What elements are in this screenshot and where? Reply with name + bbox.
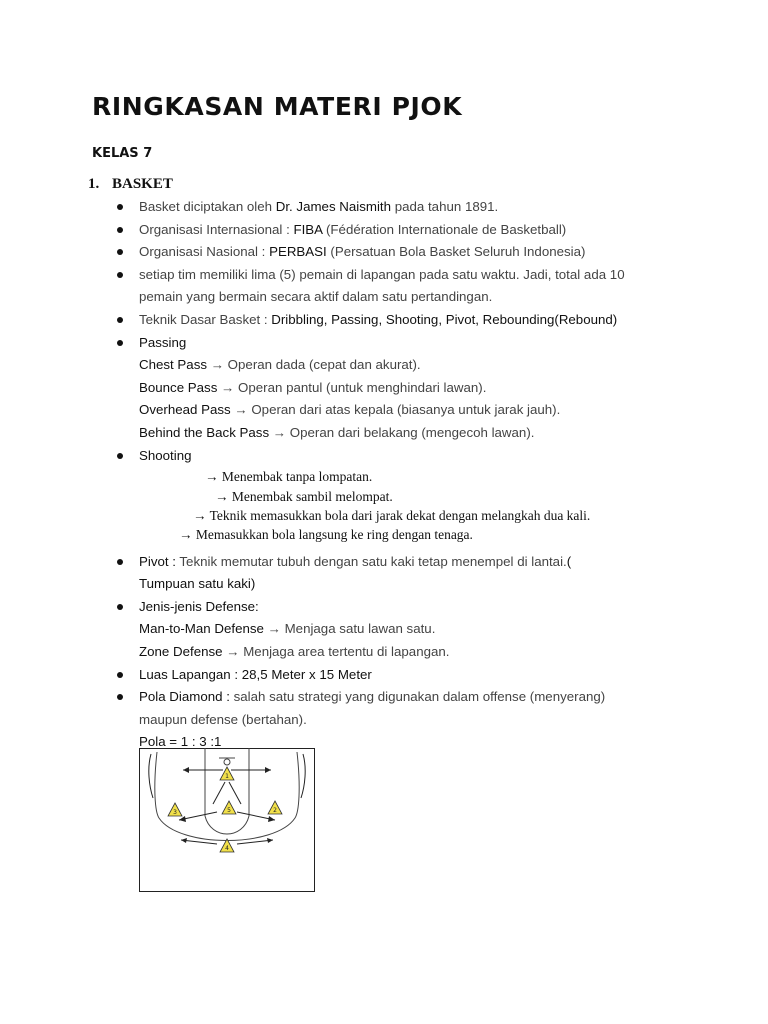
- shooting-row: → Menembak sambil melompat.: [215, 488, 393, 504]
- movement-arrow: [301, 754, 305, 798]
- player-marker: [268, 801, 282, 814]
- pivot-item: Pivot : Teknik memutar tubuh dengan satu kaki tetap menempel di lantai.( Tumpuan satu kaki): [117, 551, 677, 596]
- list-item: setiap tim memiliki lima (5) pemain di lapangan pada satu waktu. Jadi, total ada 10 pemain yang bermain secara aktif dalam satu pertandingan.: [117, 264, 677, 309]
- bullet-list: [117, 196, 677, 754]
- section-label: BASKET: [112, 176, 173, 192]
- movement-arrow: [229, 782, 241, 804]
- svg-text:5: 5: [227, 807, 231, 814]
- svg-text:1: 1: [225, 773, 229, 780]
- passing-row: Behind the Back Pass → Operan dari belakang (mengecoh lawan).: [139, 424, 535, 440]
- arrow-head: [179, 816, 186, 822]
- list-item: Organisasi Nasional : PERBASI (Persatuan Bola Basket Seluruh Indonesia): [117, 241, 677, 264]
- arrow-head: [265, 767, 271, 773]
- shooting-heading: Shooting: [117, 445, 677, 468]
- passing-row: Bounce Pass → Operan pantul (untuk menghindari lawan).: [139, 379, 487, 395]
- list-item: Organisasi Internasional : FIBA (Fédération Internationale de Basketball): [117, 219, 677, 242]
- class-label: KELAS 7: [92, 146, 153, 161]
- passing-row: Chest Pass → Operan dada (cepat dan akurat).: [139, 357, 421, 373]
- svg-text:4: 4: [225, 845, 229, 852]
- passing-heading: Passing: [117, 332, 677, 355]
- free-throw-circle: [205, 816, 249, 834]
- list-item: Basket diciptakan oleh Dr. James Naismith pada tahun 1891.: [117, 196, 677, 219]
- arrow-head: [181, 838, 187, 843]
- diamond-item: Pola Diamond : salah satu strategi yang digunakan dalam offense (menyerang) maupun defense (bertahan).: [117, 686, 677, 731]
- defense-heading: Jenis-jenis Defense:: [117, 596, 677, 619]
- movement-arrow: [213, 782, 225, 804]
- arrow-head: [267, 838, 273, 843]
- player-marker: [222, 801, 236, 814]
- diamond-court-diagram: [139, 748, 315, 892]
- arrow-head: [183, 767, 189, 773]
- section-number: 1.: [88, 176, 100, 192]
- defense-row: Zone Defense → Menjaga area tertentu di lapangan.: [139, 644, 450, 660]
- basket-ring: [224, 759, 230, 765]
- player-marker: [220, 839, 234, 852]
- passing-row: Overhead Pass → Operan dari atas kepala (biasanya untuk jarak jauh).: [139, 402, 561, 418]
- svg-text:3: 3: [173, 809, 177, 816]
- section-heading: [88, 176, 173, 193]
- defense-row: Man-to-Man Defense → Menjaga satu lawan satu.: [139, 621, 436, 637]
- list-item: Teknik Dasar Basket : Dribbling, Passing, Shooting, Pivot, Rebounding(Rebound): [117, 309, 677, 332]
- player-marker: [168, 803, 182, 816]
- shooting-row: → Teknik memasukkan bola dari jarak dekat dengan melangkah dua kali.: [193, 507, 591, 523]
- player-marker: [220, 767, 234, 780]
- page-title: RINGKASAN MATERI PJOK: [92, 92, 463, 121]
- movement-arrow: [149, 754, 153, 798]
- svg-text:2: 2: [273, 807, 277, 814]
- arrow-head: [268, 816, 275, 822]
- court-size-item: Luas Lapangan : 28,5 Meter x 15 Meter: [117, 664, 677, 687]
- diamond-ratio: Pola = 1 : 3 :1: [139, 734, 222, 750]
- shooting-row: → Memasukkan bola langsung ke ring dengan tenaga.: [179, 527, 473, 543]
- shooting-row: → Menembak tanpa lompatan.: [205, 469, 373, 485]
